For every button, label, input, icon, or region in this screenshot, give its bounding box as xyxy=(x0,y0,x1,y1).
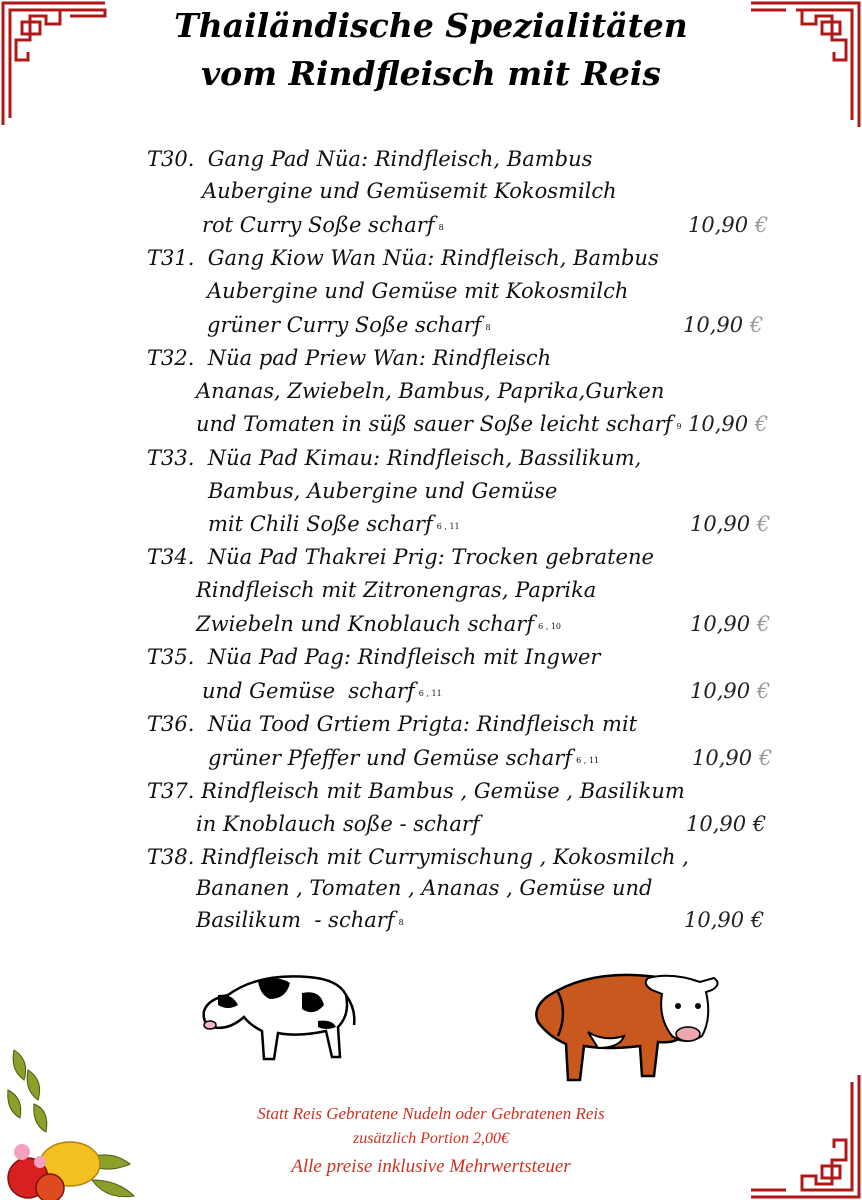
item-description: Zwiebeln und Knoblauch scharf $^{6 , 10}$ xyxy=(196,612,561,636)
allergen-note: 6 , 10 xyxy=(538,622,561,631)
item-heading: T35. Nüa Pad Pag: Rindfleisch mit Ingwer xyxy=(147,645,601,669)
item-description: Rindfleisch mit Zitronengras, Paprika xyxy=(196,578,597,602)
item-description: mit Chili Soße scharf $^{6 , 11}$ xyxy=(208,512,460,536)
bull-icon xyxy=(528,962,726,1084)
item-description: und Gemüse scharf $^{6 , 11}$ xyxy=(202,679,442,703)
allergen-note: 6 , 11 xyxy=(418,689,442,698)
item-description: Bambus, Aubergine und Gemüse xyxy=(208,479,558,503)
item-heading: T34. Nüa Pad Thakrei Prig: Trocken gebratene xyxy=(147,545,654,569)
item-description: Aubergine und Gemüse mit Kokosmilch xyxy=(207,279,629,303)
allergen-note: 6 , 11 xyxy=(436,522,460,531)
item-price: 10,90 € xyxy=(690,679,771,703)
item-heading: T31. Gang Kiow Wan Nüa: Rindfleisch, Bambus xyxy=(147,246,659,270)
item-description: Ananas, Zwiebeln, Bambus, Paprika,Gurken xyxy=(196,379,665,403)
footer-note: Alle preise inklusive Mehrwertsteuer xyxy=(291,1156,571,1177)
item-price: 10,90 € xyxy=(688,213,769,237)
item-heading: T38. Rindfleisch mit Currymischung , Kokosmilch , xyxy=(147,845,689,869)
allergen-note: 9 xyxy=(676,422,682,431)
allergen-note: 8 xyxy=(485,323,491,332)
item-heading: T36. Nüa Tood Grtiem Prigta: Rindfleisch mit xyxy=(147,712,638,736)
item-price: 10,90 € xyxy=(688,412,769,436)
item-description: in Knoblauch soße - scharf xyxy=(196,812,480,836)
item-price: 10,90 € xyxy=(690,612,771,636)
item-heading: T33. Nüa Pad Kimau: Rindfleisch, Bassilikum, xyxy=(147,446,642,470)
item-description: grüner Pfeffer und Gemüse scharf $^{6 , 11}$ xyxy=(208,746,600,770)
item-description: Aubergine und Gemüsemit Kokosmilch xyxy=(202,179,617,203)
item-heading: T30. Gang Pad Nüa: Rindfleisch, Bambus xyxy=(147,147,593,171)
footer-note: Statt Reis Gebratene Nudeln oder Gebratenen Reis xyxy=(257,1104,605,1123)
footer-note: zusätzlich Portion 2,00€ xyxy=(352,1130,509,1147)
item-description: rot Curry Soße scharf $^8$ xyxy=(202,213,444,237)
cow-icon xyxy=(198,965,360,1065)
page-subtitle: vom Rindfleisch mit Reis xyxy=(200,54,662,93)
item-heading: T32. Nüa pad Priew Wan: Rindfleisch xyxy=(147,346,552,370)
item-heading: T37. Rindfleisch mit Bambus , Gemüse , Basilikum xyxy=(147,779,685,803)
page-title: Thailändische Spezialitäten xyxy=(174,6,688,45)
item-price: 10,90 € xyxy=(686,812,767,836)
item-price: 10,90 € xyxy=(692,746,773,770)
allergen-note: 8 xyxy=(398,918,404,927)
item-price: 10,90 € xyxy=(683,313,764,337)
item-price: 10,90 € xyxy=(684,908,765,932)
allergen-note: 8 xyxy=(438,223,444,232)
item-description: und Tomaten in süß sauer Soße leicht scharf $^9$ xyxy=(196,412,682,436)
item-description: Basilikum - scharf $^8$ xyxy=(196,908,404,932)
item-price: 10,90 € xyxy=(690,512,771,536)
item-description: Bananen , Tomaten , Ananas , Gemüse und xyxy=(196,876,653,900)
allergen-note: 6 , 11 xyxy=(576,756,600,765)
item-description: grüner Curry Soße scharf $^8$ xyxy=(207,313,491,337)
